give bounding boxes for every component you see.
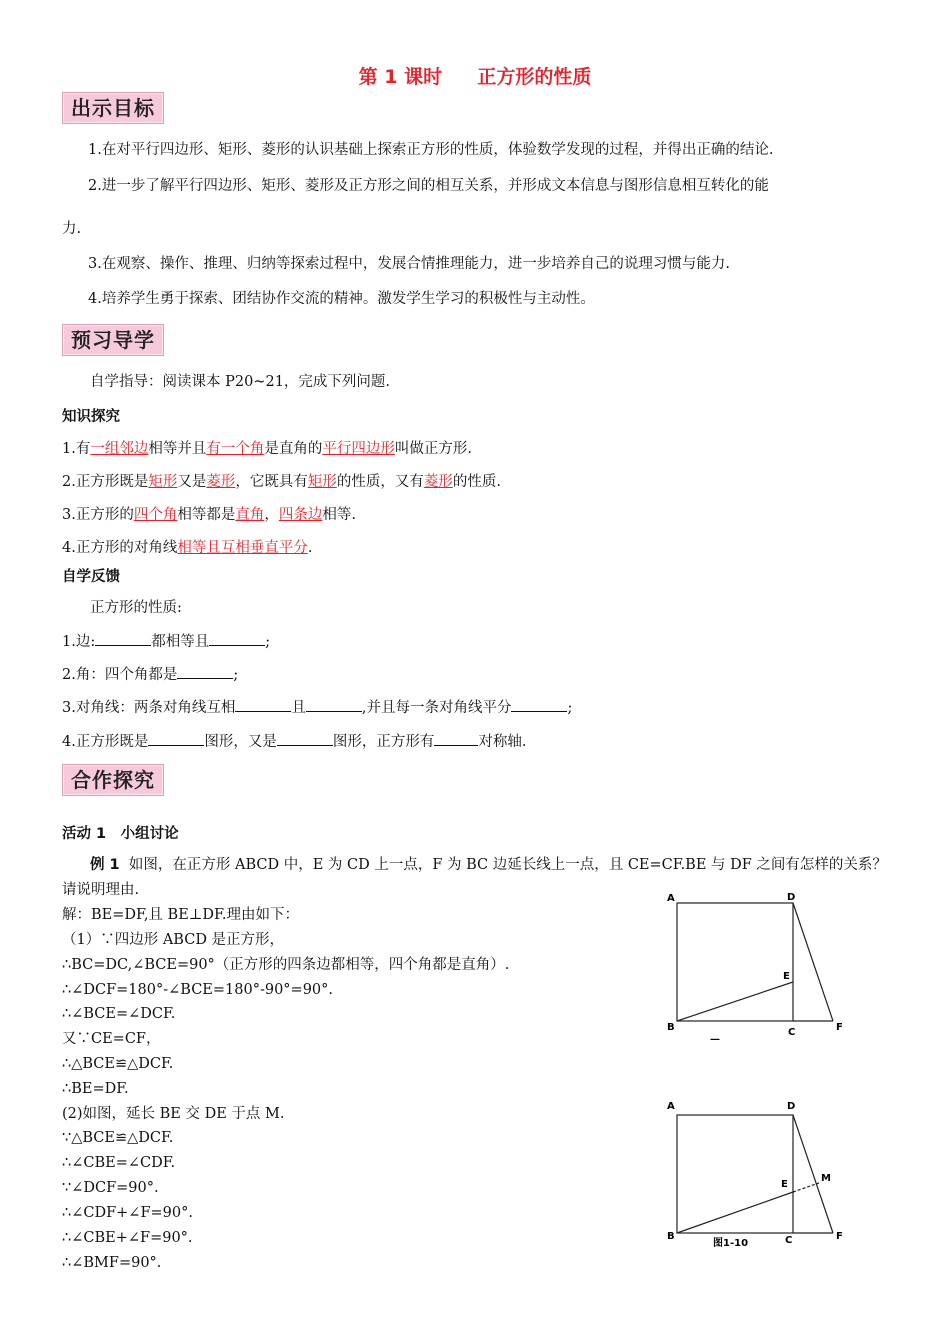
text: ;	[265, 634, 271, 650]
text: 的性质.	[452, 474, 501, 490]
label-c: C	[788, 1027, 796, 1038]
solution-line: 解：BE=DF,且 BE⊥DF.理由如下：	[62, 907, 299, 923]
answer: 一组邻边	[90, 441, 149, 457]
text: 且	[291, 700, 306, 716]
answer-blank[interactable]	[235, 697, 291, 712]
solution-line: ∵△BCE≌△DCF.	[62, 1130, 174, 1146]
label-f: F	[836, 1022, 843, 1033]
feedback-line-2	[62, 664, 238, 685]
text: 图形，正方形有	[332, 734, 435, 750]
goal-4: 4.培养学生勇于探索、团结协作交流的精神。激发学生学习的积极性与主动性。	[88, 291, 595, 307]
example-text: 如图，在正方形 ABCD 中，E 为 CD 上一点，F 为 BC 边延长线上一点，且 CE=CF.BE 与 DF 之间有怎样的关系？	[128, 857, 887, 873]
text: 相等并且	[148, 441, 207, 457]
text: 相等.	[322, 507, 356, 523]
solution-line: ∴BC=DC,∠BCE=90°（正方形的四条边都相等，四个角都是直角）.	[62, 957, 510, 973]
geometry-figure-2	[655, 1095, 855, 1250]
answer: 菱形	[423, 474, 453, 490]
text: 4.正方形的对角线	[62, 540, 178, 556]
activity-heading: 活动 1 小组讨论	[62, 826, 179, 842]
answer: 直角	[235, 507, 265, 523]
segment-em-dashed	[793, 1183, 819, 1192]
label-d: D	[787, 892, 796, 903]
solution-line: ∴∠BMF=90°.	[62, 1255, 162, 1271]
solution-line: 又∵CE=CF，	[62, 1031, 161, 1047]
feedback-line-1	[62, 631, 270, 652]
feedback-line-4	[62, 731, 526, 752]
answer-blank[interactable]	[95, 631, 151, 646]
text: 是直角的	[264, 441, 323, 457]
self-study-guide: 自学指导：阅读课本 P20~21，完成下列问题.	[90, 374, 391, 390]
page-title	[0, 62, 950, 89]
label-f: F	[836, 1231, 843, 1242]
text: ，	[264, 507, 279, 523]
label-b: B	[667, 1231, 675, 1242]
knowledge-heading: 知识探究	[62, 409, 120, 425]
solution-line: ∴∠CBE=∠CDF.	[62, 1155, 176, 1171]
text: 相等都是	[177, 507, 236, 523]
figure-caption: —	[710, 1034, 720, 1045]
answer: 四条边	[278, 507, 323, 523]
text: ,并且每一条对角线平分	[361, 700, 512, 716]
feedback-line-3	[62, 697, 572, 718]
solution-line: ∴△BCE≌△DCF.	[62, 1056, 174, 1072]
solution-line: (2)如图，延长 BE 交 DE 于点 M.	[62, 1106, 285, 1122]
answer: 平行四边形	[322, 441, 395, 457]
text: 叫做正方形.	[394, 441, 472, 457]
knowledge-line-2	[62, 472, 501, 492]
answer: 相等且互相垂直平分	[177, 540, 308, 556]
answer: 矩形	[148, 474, 178, 490]
text: 3.正方形的	[62, 507, 134, 523]
answer: 矩形	[307, 474, 337, 490]
text: 2.正方形既是	[62, 474, 149, 490]
solution-line: （1）∵四边形 ABCD 是正方形，	[62, 932, 285, 948]
solution-line: ∴∠CDF+∠F=90°.	[62, 1205, 193, 1221]
segment-be	[677, 1192, 793, 1233]
segment-df	[793, 903, 833, 1021]
text: .	[307, 540, 313, 556]
label-m: M	[821, 1173, 831, 1184]
solution-line: ∴∠CBE+∠F=90°.	[62, 1230, 193, 1246]
text: 又是	[177, 474, 207, 490]
text: 1.边:	[62, 634, 96, 650]
answer-blank[interactable]	[209, 631, 265, 646]
label-e: E	[781, 1179, 788, 1190]
text: 对称轴.	[478, 734, 527, 750]
label-d: D	[787, 1101, 796, 1112]
answer-blank[interactable]	[306, 697, 362, 712]
label-a: A	[667, 893, 675, 904]
knowledge-line-3	[62, 505, 356, 525]
goal-2-cont: 力.	[62, 221, 82, 237]
solution-line: ∴∠BCE=∠DCF.	[62, 1006, 176, 1022]
lesson-number: 第 1 课时	[358, 66, 443, 88]
section-badge-goals: 出示目标	[62, 92, 164, 124]
label-b: B	[667, 1022, 675, 1033]
lesson-topic: 正方形的性质	[477, 66, 592, 88]
answer: 有一个角	[206, 441, 265, 457]
answer-blank[interactable]	[511, 697, 567, 712]
square-abcd	[677, 1115, 793, 1233]
answer: 四个角	[133, 507, 178, 523]
label-e: E	[783, 971, 790, 982]
answer-blank[interactable]	[177, 664, 233, 679]
text: 2.角：四个角都是	[62, 667, 178, 683]
text: ;	[567, 700, 573, 716]
answer: 菱形	[206, 474, 236, 490]
figure-caption: 图1-10	[713, 1238, 749, 1249]
geometry-figure-1	[655, 888, 855, 1050]
square-abcd	[677, 903, 793, 1021]
text: 4.正方形既是	[62, 734, 149, 750]
answer-blank[interactable]	[277, 731, 333, 746]
example-line	[90, 855, 887, 875]
answer-blank[interactable]	[148, 731, 204, 746]
solution-line: ∴BE=DF.	[62, 1081, 129, 1097]
answer-blank[interactable]	[434, 731, 478, 746]
text: 3.对角线：两条对角线互相	[62, 700, 236, 716]
example-label: 例 1	[90, 857, 120, 873]
section-badge-preview: 预习导学	[62, 324, 164, 356]
label-c: C	[785, 1235, 793, 1246]
text: 1.有	[62, 441, 91, 457]
text: ;	[233, 667, 239, 683]
text: 都相等且	[151, 634, 210, 650]
knowledge-line-4	[62, 538, 312, 558]
goal-1: 1.在对平行四边形、矩形、菱形的认识基础上探索正方形的性质，体验数学发现的过程，并得出正确的结论.	[88, 142, 774, 158]
feedback-heading: 自学反馈	[62, 569, 120, 585]
text: ，它既具有	[235, 474, 308, 490]
solution-line: ∴∠DCF=180°-∠BCE=180°-90°=90°.	[62, 982, 334, 998]
label-a: A	[667, 1101, 675, 1112]
solution-line: ∵∠DCF=90°.	[62, 1180, 159, 1196]
text: 的性质，又有	[336, 474, 424, 490]
text: 图形，又是	[204, 734, 277, 750]
section-badge-coop: 合作探究	[62, 764, 164, 796]
segment-be	[677, 982, 793, 1021]
goal-2: 2.进一步了解平行四边形、矩形、菱形及正方形之间的相互关系，并形成文本信息与图形信息相互转化的能	[88, 178, 769, 194]
knowledge-line-1	[62, 439, 472, 459]
feedback-intro: 正方形的性质:	[90, 600, 182, 616]
example-line-2: 请说明理由.	[62, 882, 140, 898]
goal-3: 3.在观察、操作、推理、归纳等探索过程中，发展合情推理能力，进一步培养自己的说理习惯与能力.	[88, 256, 730, 272]
